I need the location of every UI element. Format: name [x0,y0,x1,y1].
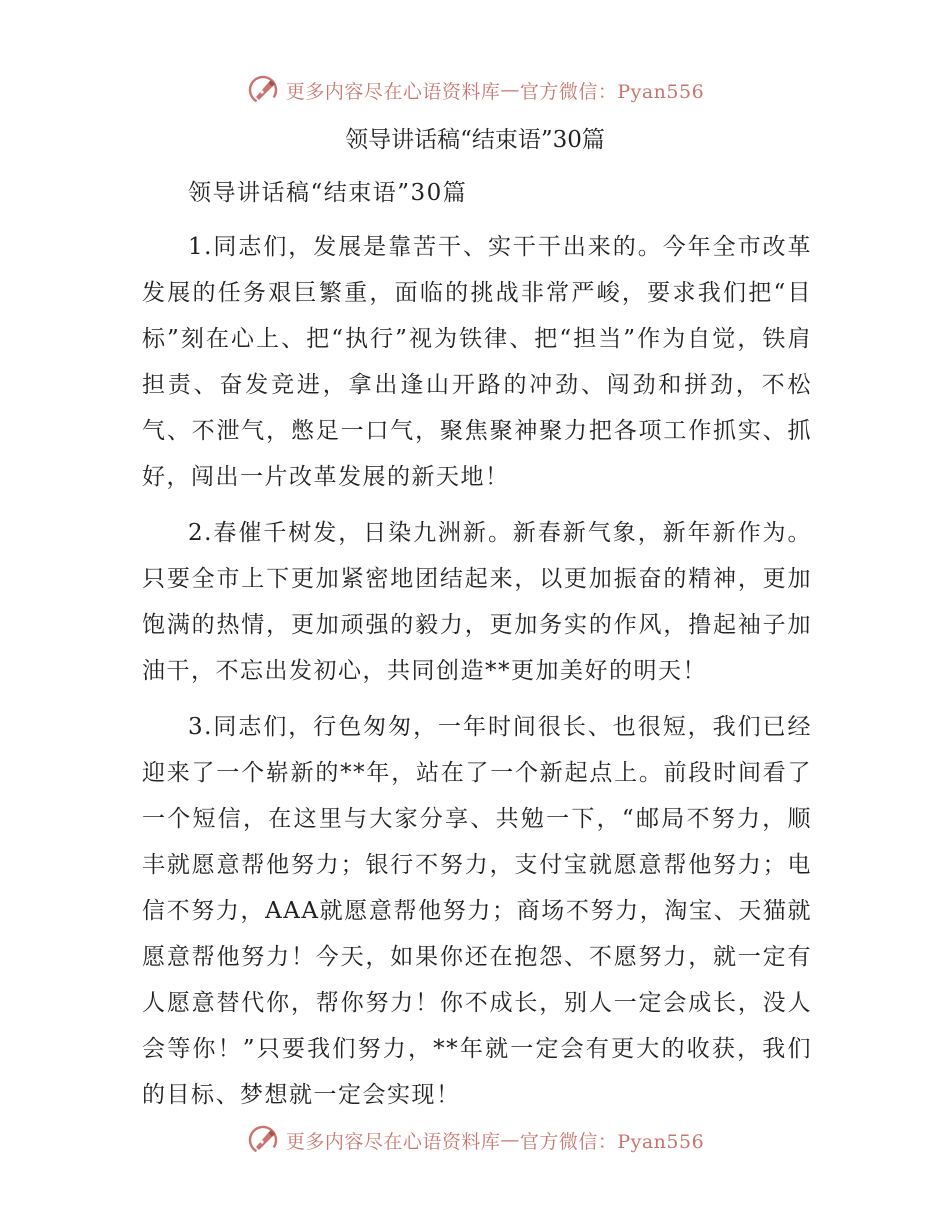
paragraph-2: 2.春催千树发，日染九洲新。新春新气象，新年新作为。只要全市上下更加紧密地团结起来，以更加振奋的精神，更加饱满的热情，更加顽强的毅力，更加务实的作风，撸起袖子加油干，不忘出发初心，共同创造**更加美好的明天！ [142,520,812,684]
banner-contact: 官方微信：Pyan556 [519,80,705,103]
pen-nib-logo-icon [246,1123,280,1157]
page-title: 领导讲话稿“结束语”30篇 [345,127,605,153]
banner-separator: — [500,79,520,101]
footer-banner [0,1123,950,1157]
banner-separator: — [500,1129,520,1151]
header-banner [0,73,950,107]
document-subtitle: 领导讲话稿“结束语”30篇 [188,180,468,206]
pen-nib-logo-icon [246,73,280,107]
banner-contact: 官方微信：Pyan556 [519,1130,705,1153]
banner-text: 更多内容尽在心语资料库 [285,80,501,103]
paragraph-1: 1.同志们，发展是靠苦干、实干干出来的。今年全市改革发展的任务艰巨繁重，面临的挑战非常严峻，要求我们把“目标”刻在心上、把“执行”视为铁律、把“担当”作为自觉，铁肩担责、奋发竞进，拿出逢山开路的冲劲、闯劲和拼劲，不松气、不泄气，憋足一口气，聚焦聚神聚力把各项工作抓实、抓好，闯出一片改革发展的新天地！ [142,234,812,490]
banner-text: 更多内容尽在心语资料库 [285,1130,501,1153]
document-body [142,170,812,1128]
paragraph-3: 3.同志们，行色匆匆，一年时间很长、也很短，我们已经迎来了一个崭新的**年，站在了一个新起点上。前段时间看了一个短信，在这里与大家分享、共勉一下，“邮局不努力，顺丰就愿意帮他努力；银行不努力，支付宝就愿意帮他努力；电信不努力，AAA就愿意帮他努力；商场不努力，淘宝、天猫就愿意帮他努力！今天，如果你还在抱怨、不愿努力，就一定有人愿意替代你，帮你努力！你不成长，别人一定会成长，没人会等你！”只要我们努力，**年就一定会有更大的收获，我们的目标、梦想就一定会实现！ [142,714,812,1108]
